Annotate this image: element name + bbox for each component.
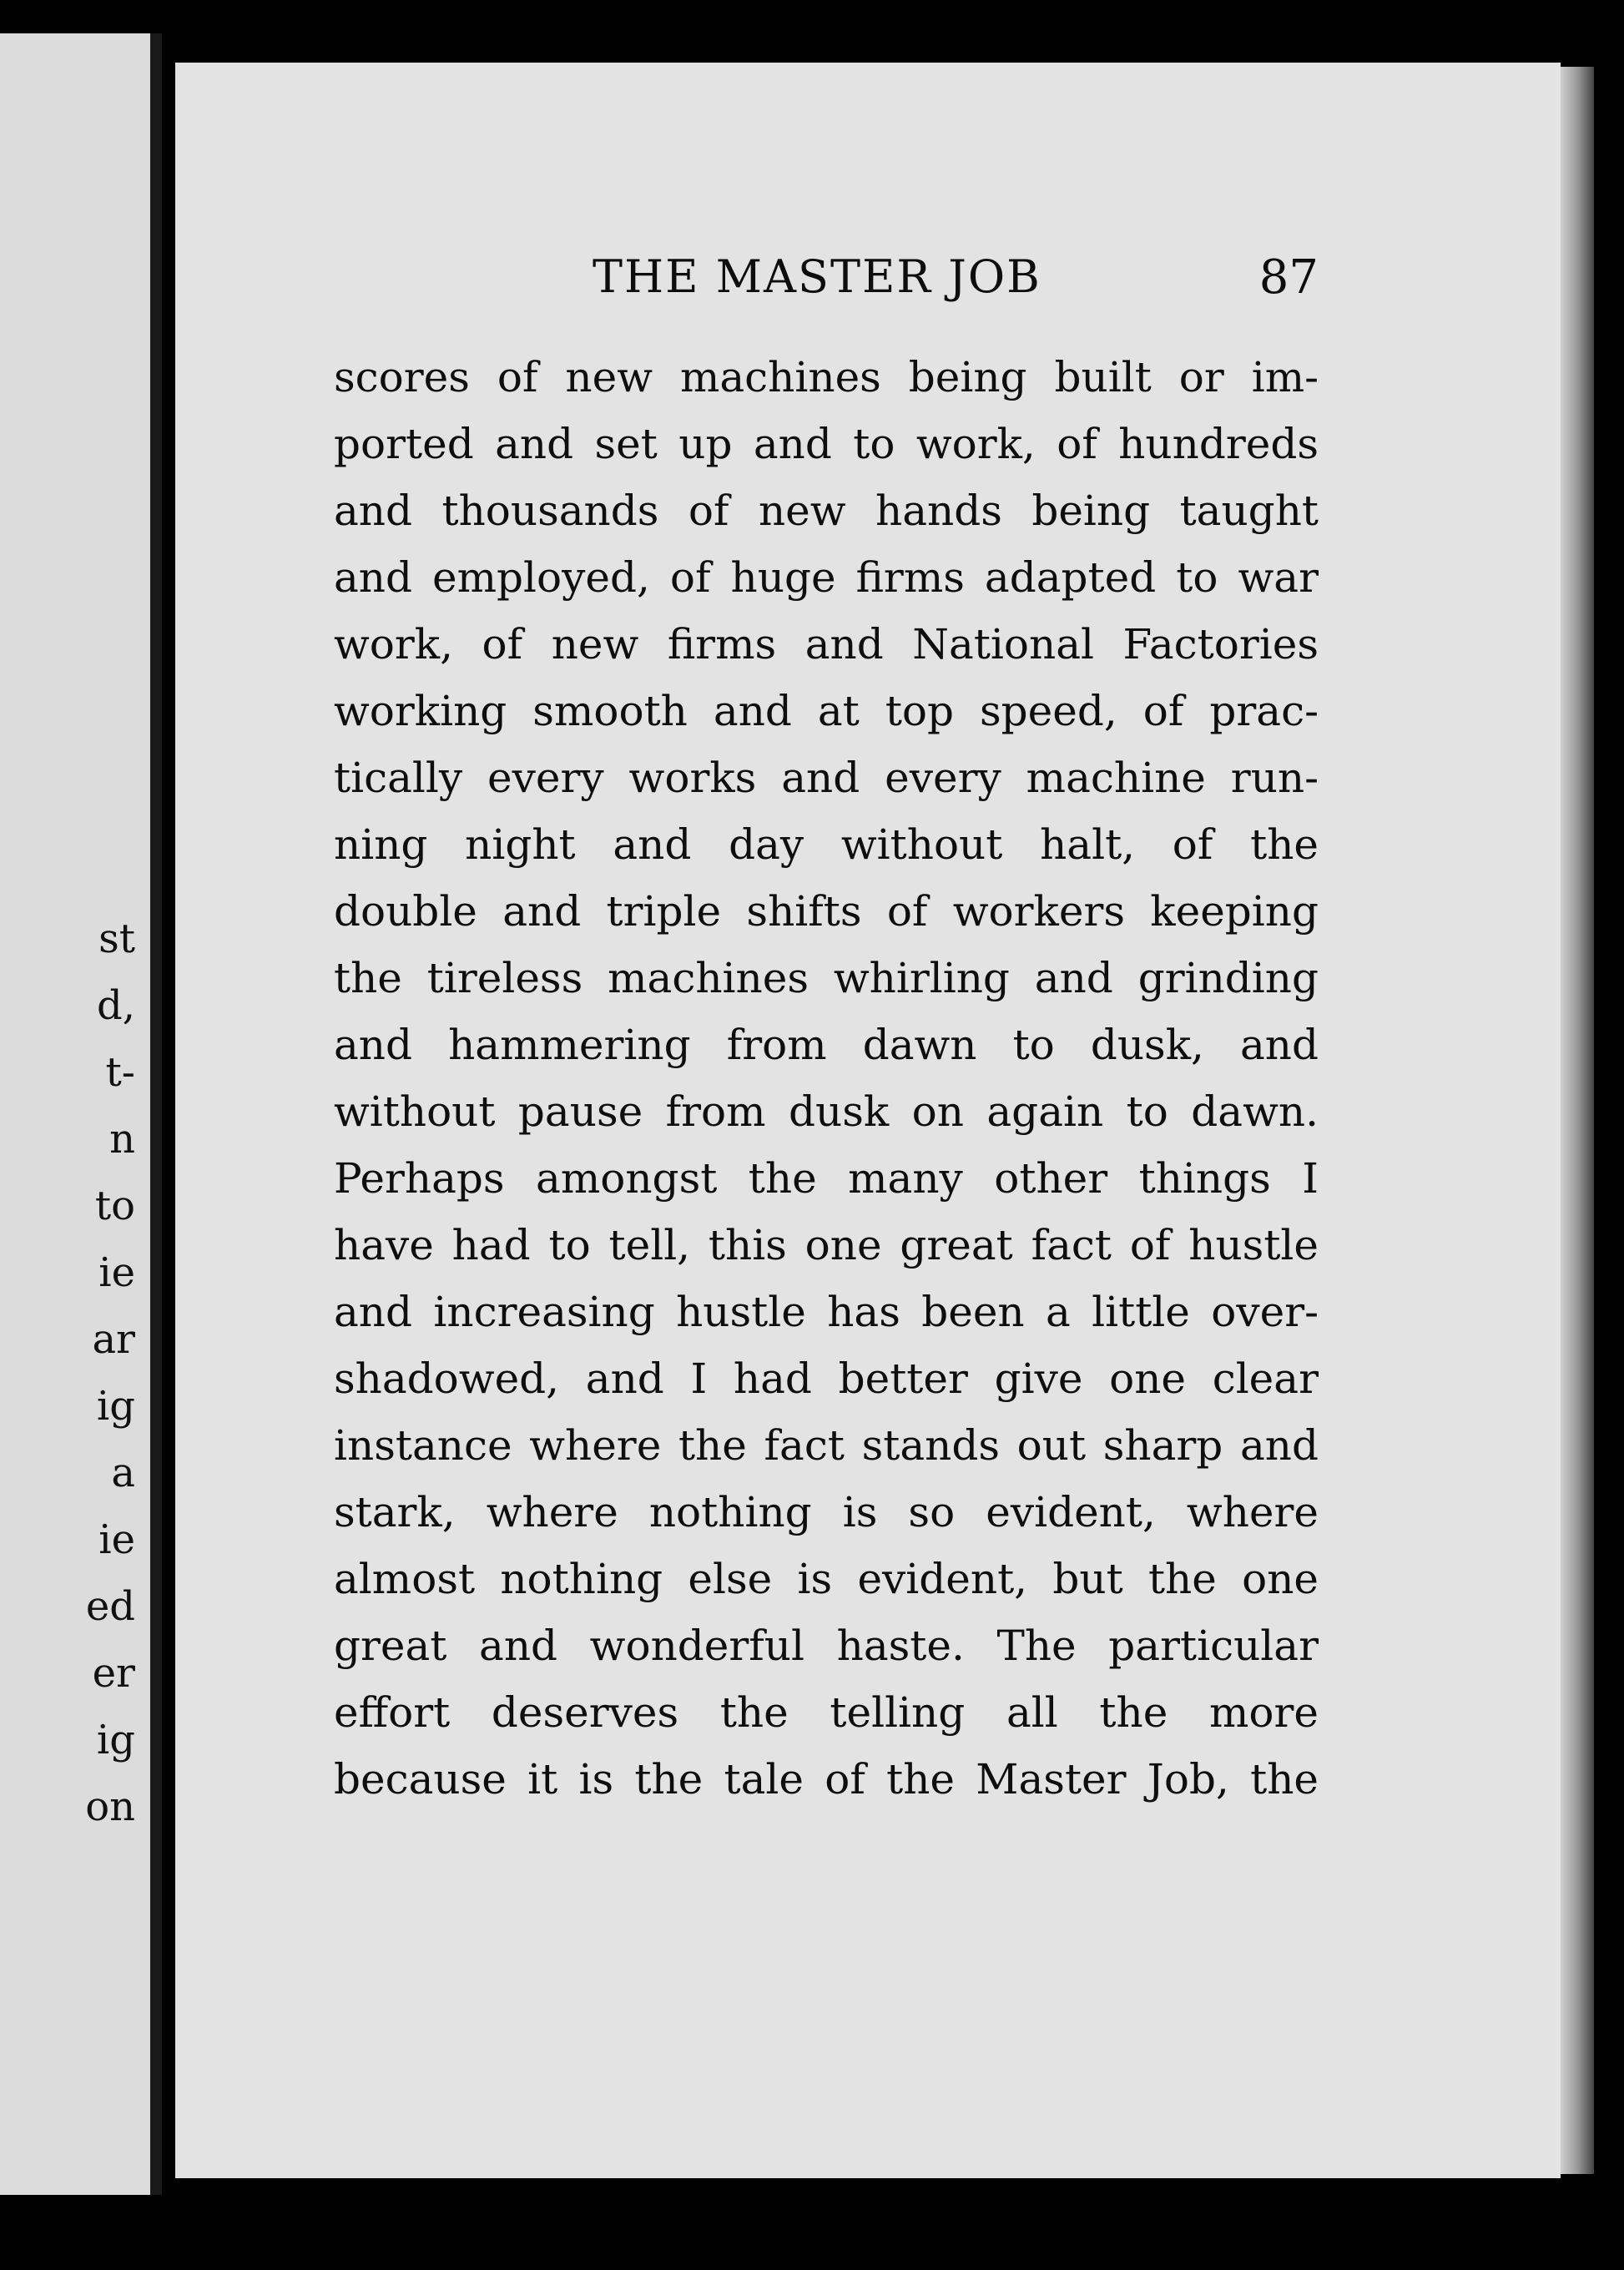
text-line: and hammering from dawn to dusk, and xyxy=(334,1021,1319,1069)
facing-page-fragment: d, xyxy=(97,982,135,1029)
text-line: almost nothing else is evident, but the one xyxy=(334,1555,1319,1603)
text-line: Perhaps amongst the many other things I xyxy=(334,1154,1319,1203)
facing-page-fragment: ie xyxy=(98,1249,135,1296)
text-line: shadowed, and I had better give one clear xyxy=(334,1354,1319,1403)
facing-page-fragment: ig xyxy=(96,1717,135,1763)
text-line: and increasing hustle has been a little over- xyxy=(334,1288,1319,1336)
facing-page-fragment: n xyxy=(109,1116,135,1163)
text-line: great and wonderful haste. The particular xyxy=(334,1622,1319,1670)
facing-page-fragment: ar xyxy=(92,1316,135,1363)
facing-page-text-fragments xyxy=(0,905,150,1840)
text-line: work, of new firms and National Factories xyxy=(334,620,1319,668)
text-line: ning night and day without halt, of the xyxy=(334,820,1319,869)
text-line: and employed, of huge firms adapted to war xyxy=(334,553,1319,602)
text-line: without pause from dusk on again to dawn. xyxy=(334,1087,1319,1136)
text-line: scores of new machines being built or im- xyxy=(334,353,1319,401)
text-line: double and triple shifts of workers keeping xyxy=(334,887,1319,936)
text-line: instance where the fact stands out sharp and xyxy=(334,1421,1319,1470)
page-number: 87 xyxy=(1258,250,1319,305)
text-line: the tireless machines whirling and grinding xyxy=(334,954,1319,1002)
text-line: effort deserves the telling all the more xyxy=(334,1688,1319,1737)
page-edge-shadow xyxy=(1561,67,1594,2174)
facing-page-fragment: ed xyxy=(85,1583,135,1630)
facing-page-fragment: a xyxy=(111,1450,135,1496)
text-line: have had to tell, this one great fact of hustle xyxy=(334,1221,1319,1269)
page-header xyxy=(334,250,1335,309)
text-line: and thousands of new hands being taught xyxy=(334,487,1319,535)
facing-page-edge xyxy=(0,33,162,2195)
text-line: working smooth and at top speed, of prac- xyxy=(334,687,1319,735)
facing-page-fragment: ig xyxy=(96,1383,135,1430)
facing-page-fragment: on xyxy=(85,1783,135,1830)
facing-page-fragment: st xyxy=(98,916,135,962)
body-text xyxy=(334,344,1319,1813)
text-line: ported and set up and to work, of hundreds xyxy=(334,420,1319,468)
facing-page-fragment: t- xyxy=(105,1049,135,1096)
text-line: stark, where nothing is so evident, where xyxy=(334,1488,1319,1536)
text-line: because it is the tale of the Master Job, the xyxy=(334,1755,1319,1803)
facing-page-fragment: er xyxy=(92,1650,135,1697)
running-title: THE MASTER JOB xyxy=(593,250,1041,303)
facing-page-fragment: ie xyxy=(98,1516,135,1563)
facing-page-fragment: to xyxy=(94,1183,135,1229)
text-line: tically every works and every machine run- xyxy=(334,754,1319,802)
